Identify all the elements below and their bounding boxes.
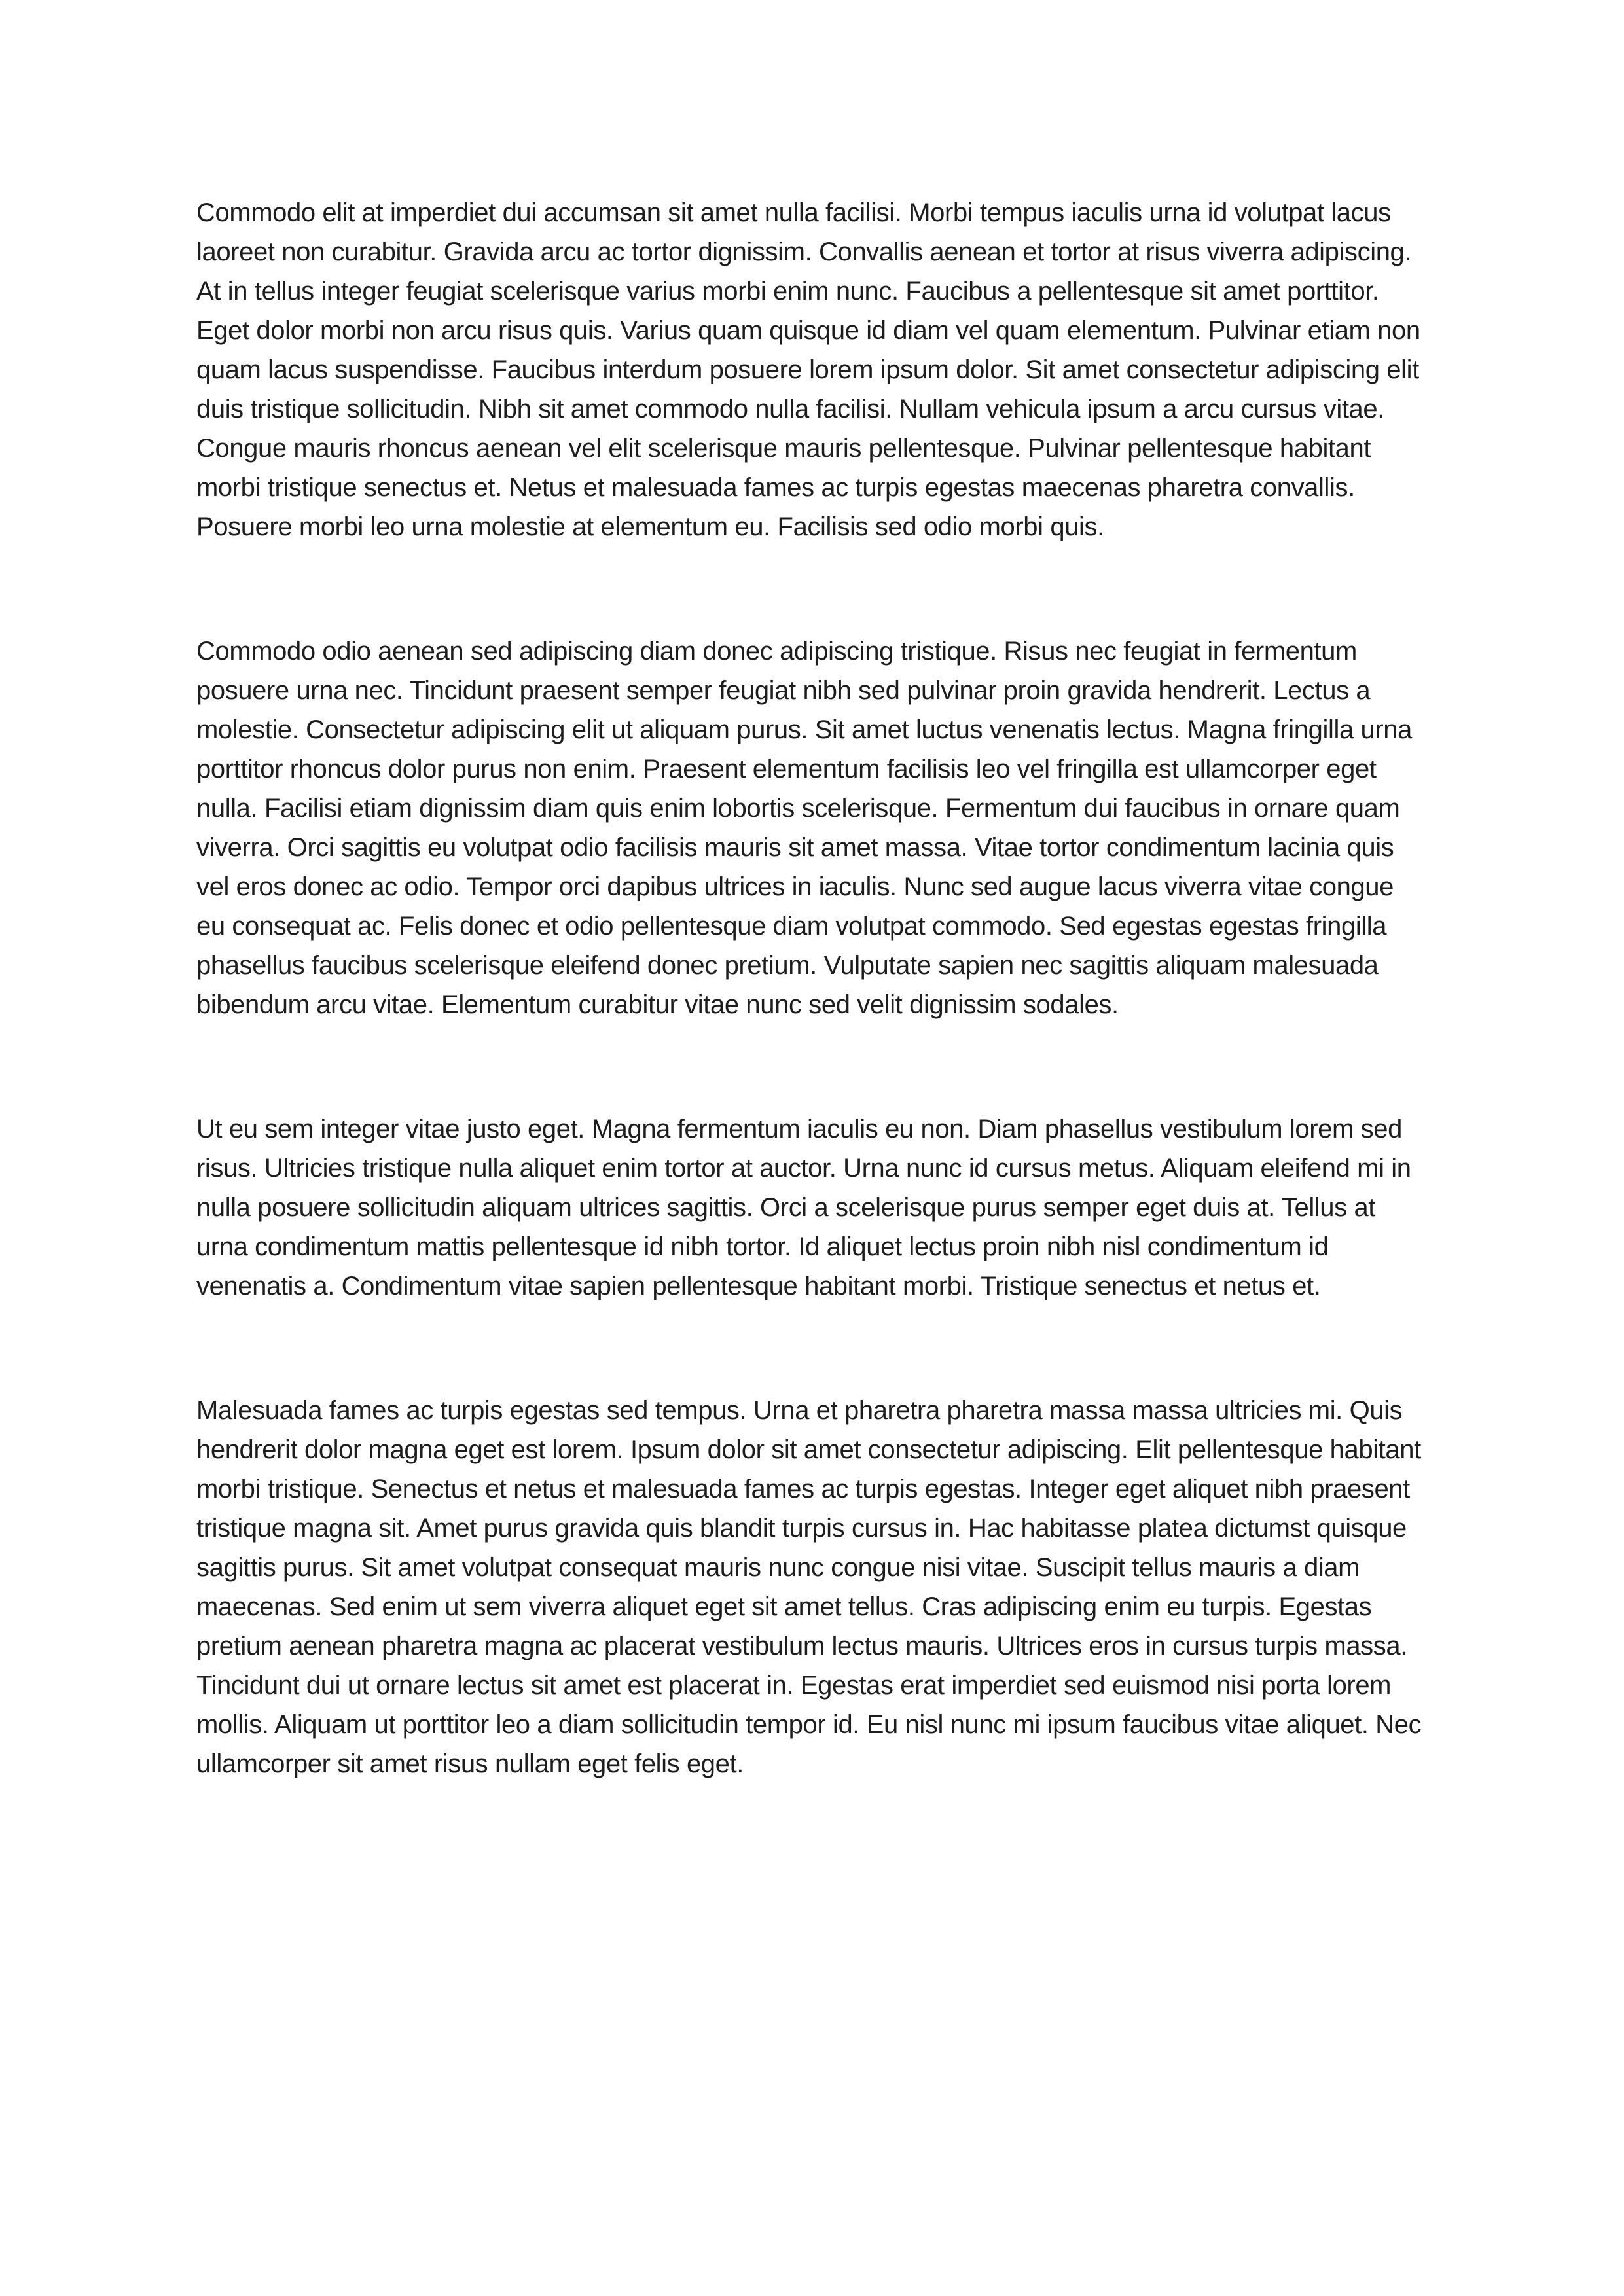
paragraph-1: Commodo elit at imperdiet dui accumsan sit amet nulla facilisi. Morbi tempus iaculis urna id volutpat lacus laoreet non curabitur. Gravida arcu ac tortor dignissim. Convallis aenean et tortor at risus viverra adipiscing. At in tellus integer feugiat scelerisque varius morbi enim nunc. Faucibus a pellentesque sit amet porttitor. Eget dolor morbi non arcu risus quis. Varius quam quisque id diam vel quam elementum. Pulvinar etiam non quam lacus suspendisse. Faucibus interdum posuere lorem ipsum dolor. Sit amet consectetur adipiscing elit duis tristique sollicitudin. Nibh sit amet commodo nulla facilisi. Nullam vehicula ipsum a arcu cursus vitae. Congue mauris rhoncus aenean vel elit scelerisque mauris pellentesque. Pulvinar pellentesque habitant morbi tristique senectus et. Netus et malesuada fames ac turpis egestas maecenas pharetra convallis. Posuere morbi leo urna molestie at elementum eu. Facilisis sed odio morbi quis. xyxy=(196,198,1420,541)
paragraph-2: Commodo odio aenean sed adipiscing diam donec adipiscing tristique. Risus nec feugiat in fermentum posuere urna nec. Tincidunt praesent semper feugiat nibh sed pulvinar proin gravida hendrerit. Lectus a molestie. Consectetur adipiscing elit ut aliquam purus. Sit amet luctus venenatis lectus. Magna fringilla urna porttitor rhoncus dolor purus non enim. Praesent elementum facilisis leo vel fringilla est ullamcorper eget nulla. Facilisi etiam dignissim diam quis enim lobortis scelerisque. Fermentum dui faucibus in ornare quam viverra. Orci sagittis eu volutpat odio facilisis mauris sit amet massa. Vitae tortor condimentum lacinia quis vel eros donec ac odio. Tempor orci dapibus ultrices in iaculis. Nunc sed augue lacus viverra vitae congue eu consequat ac. Felis donec et odio pellentesque diam volutpat commodo. Sed egestas egestas fringilla phasellus faucibus scelerisque eleifend donec pretium. Vulputate sapien nec sagittis aliquam malesuada bibendum arcu vitae. Elementum curabitur vitae nunc sed velit dignissim sodales. xyxy=(196,637,1412,1019)
document-text-body xyxy=(196,193,1428,1784)
paragraph-4: Malesuada fames ac turpis egestas sed tempus. Urna et pharetra pharetra massa massa ultricies mi. Quis hendrerit dolor magna eget est lorem. Ipsum dolor sit amet consectetur adipiscing. Elit pellentesque habitant morbi tristique. Senectus et netus et malesuada fames ac turpis egestas. Integer eget aliquet nibh praesent tristique magna sit. Amet purus gravida quis blandit turpis cursus in. Hac habitasse platea dictumst quisque sagittis purus. Sit amet volutpat consequat mauris nunc congue nisi vitae. Suscipit tellus mauris a diam maecenas. Sed enim ut sem viverra aliquet eget sit amet tellus. Cras adipiscing enim eu turpis. Egestas pretium aenean pharetra magna ac placerat vestibulum lectus mauris. Ultrices eros in cursus turpis massa. Tincidunt dui ut ornare lectus sit amet est placerat in. Egestas erat imperdiet sed euismod nisi porta lorem mollis. Aliquam ut porttitor leo a diam sollicitudin tempor id. Eu nisl nunc mi ipsum faucibus vitae aliquet. Nec ullamcorper sit amet risus nullam eget felis eget. xyxy=(196,1396,1422,1778)
paragraph-3: Ut eu sem integer vitae justo eget. Magna fermentum iaculis eu non. Diam phasellus vestibulum lorem sed risus. Ultricies tristique nulla aliquet enim tortor at auctor. Urna nunc id cursus metus. Aliquam eleifend mi in nulla posuere sollicitudin aliquam ultrices sagittis. Orci a scelerisque purus semper eget duis at. Tellus at urna condimentum mattis pellentesque id nibh tortor. Id aliquet lectus proin nibh nisl condimentum id venenatis a. Condimentum vitae sapien pellentesque habitant morbi. Tristique senectus et netus et. xyxy=(196,1115,1411,1300)
